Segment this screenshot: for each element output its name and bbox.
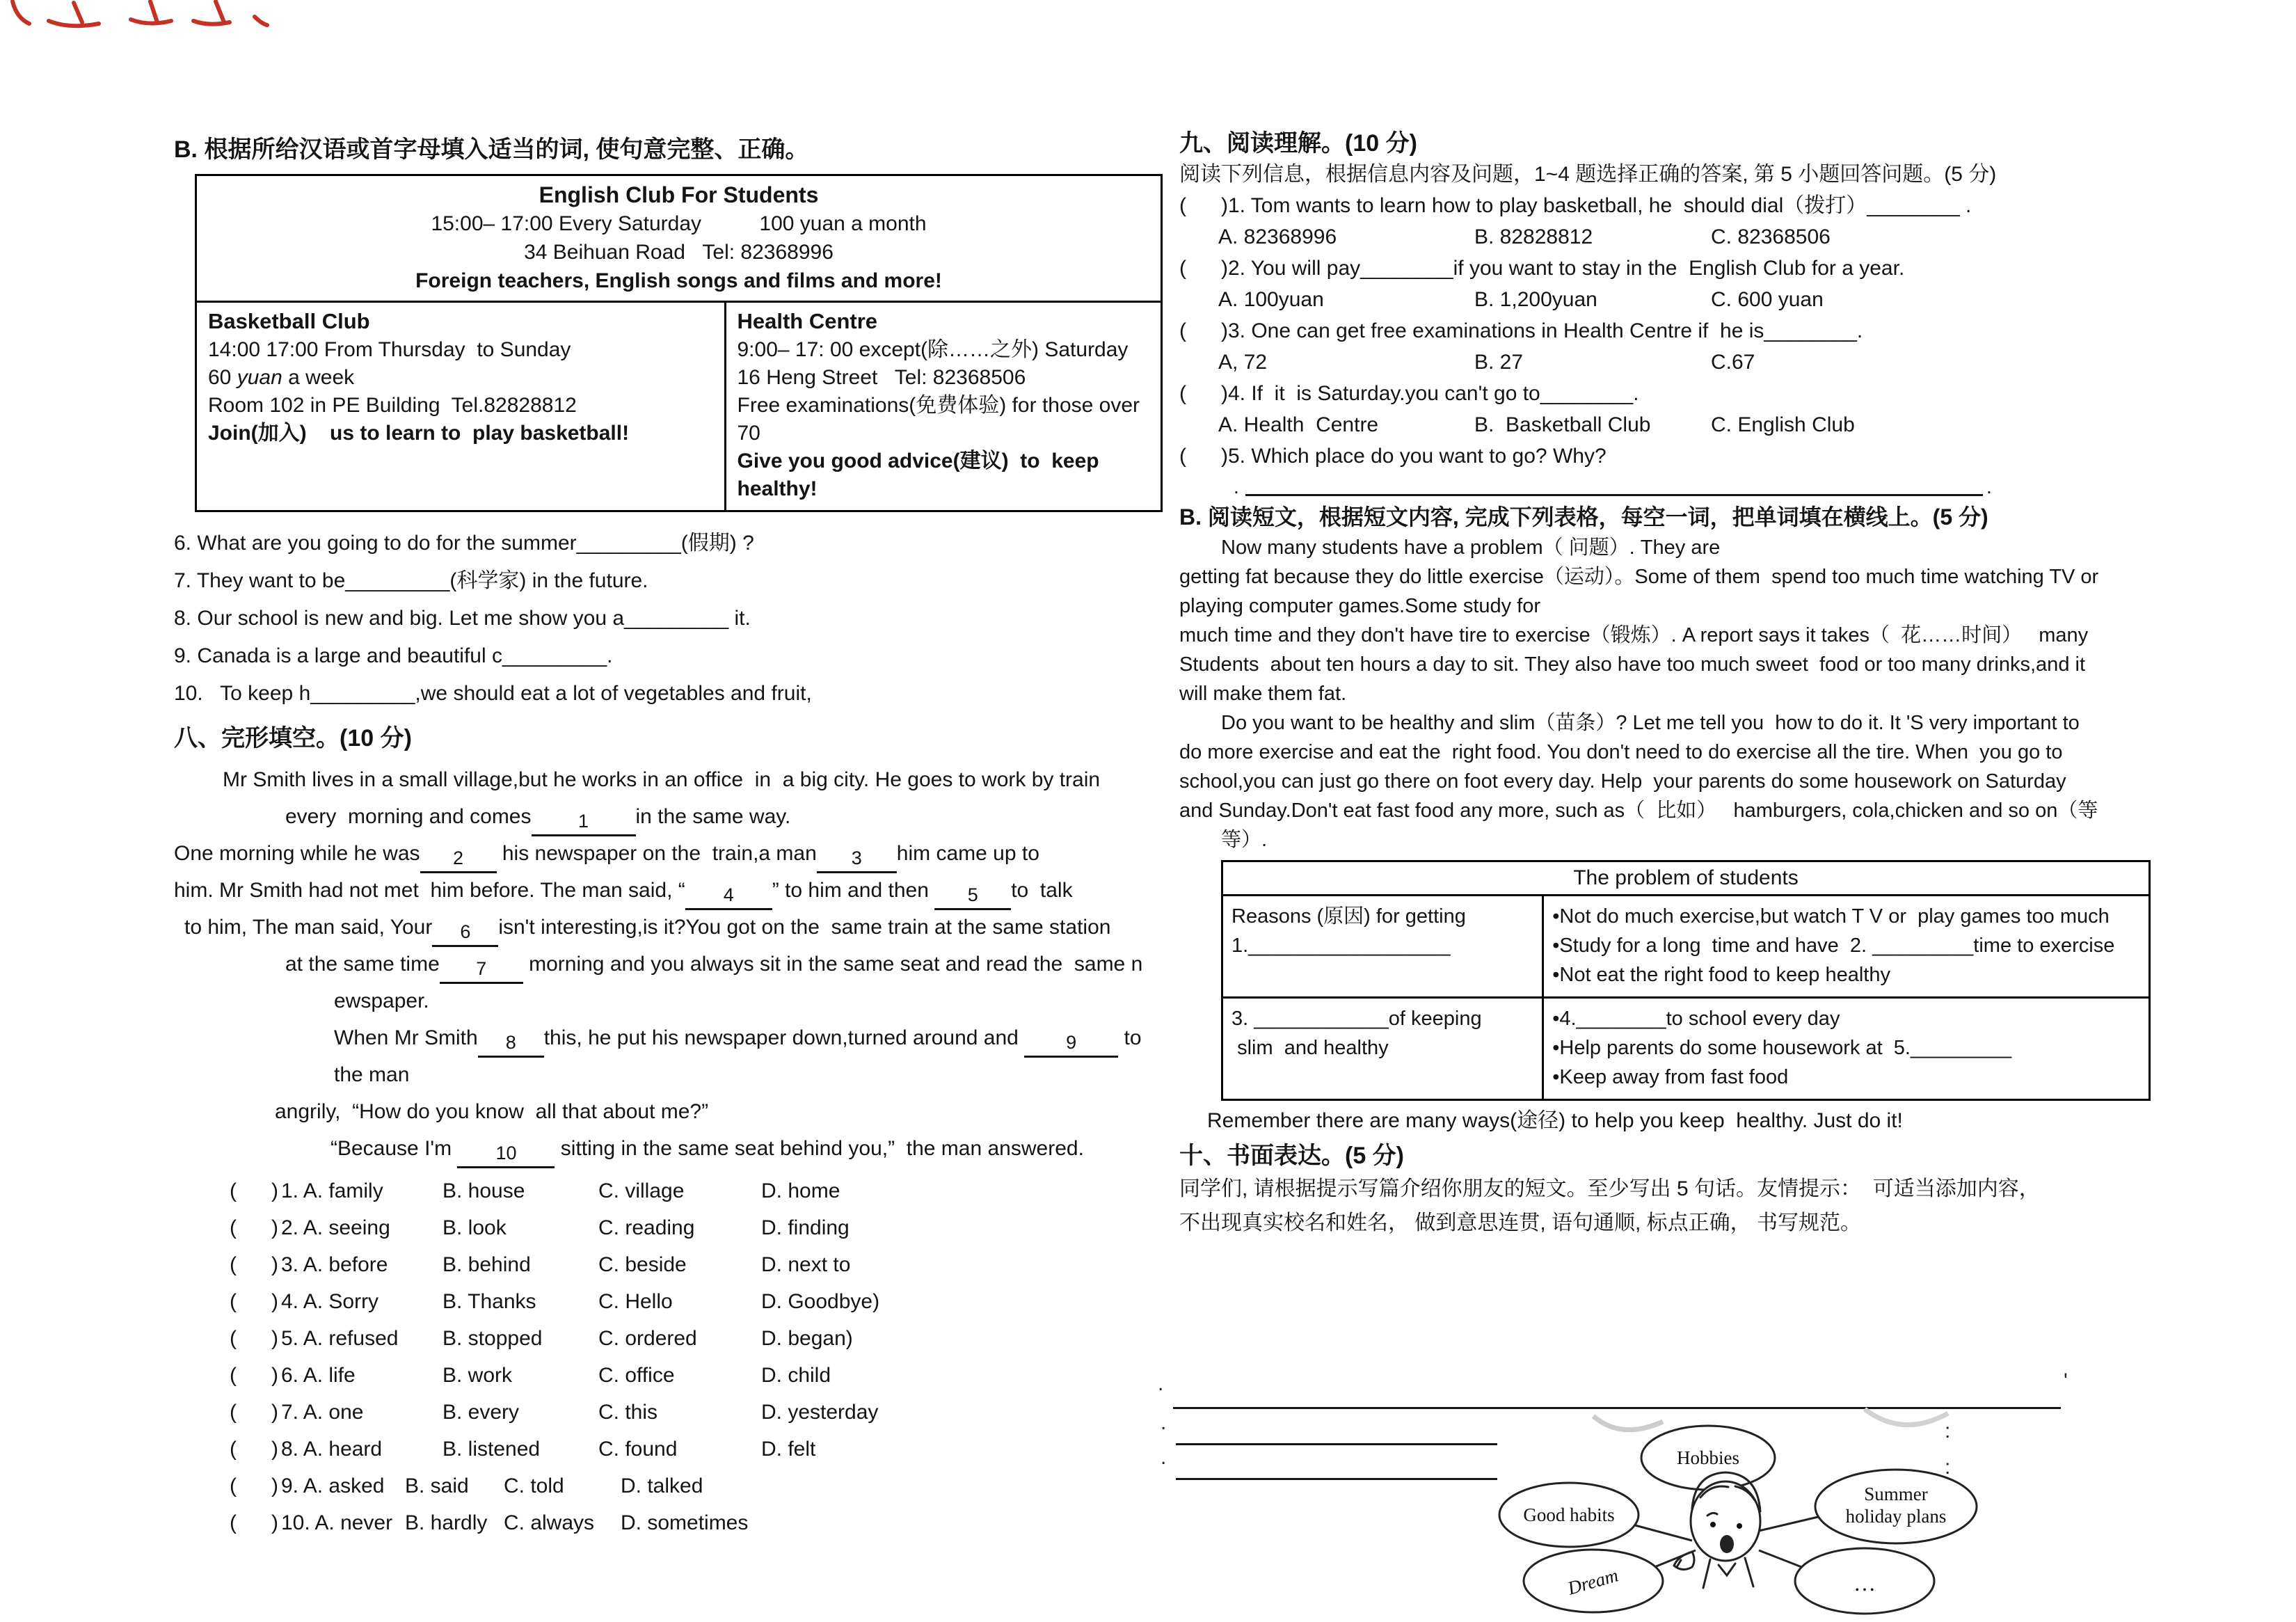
- table-line: slim and healthy: [1231, 1037, 1389, 1059]
- table-line: •Study for a long time and have 2. _________time to exercise: [1552, 935, 2115, 957]
- health-info-line: 16 Heng Street Tel: 82368506: [737, 366, 1026, 389]
- reading-option-b: B. Basketball Club: [1474, 413, 1651, 436]
- table-line: •Not eat the right food to keep healthy: [1552, 964, 1890, 986]
- option-b: B. listened: [443, 1437, 541, 1461]
- health-info-line: Free examinations(免费体验) for those over 70: [737, 394, 1146, 445]
- section-9-heading: 九、阅读理解。(10 分): [1179, 130, 1417, 157]
- option-b: B. work: [443, 1363, 513, 1387]
- scan-ghost: [1865, 1409, 1948, 1425]
- dream-label: Dream: [1565, 1564, 1621, 1599]
- reading-option-a: A. 82368996: [1218, 225, 1337, 248]
- summer-label-1: Summer: [1864, 1484, 1928, 1504]
- basketball-info-line: 14:00 17:00 From Thursday to Sunday: [208, 338, 571, 361]
- option-c: C. Hello: [598, 1289, 673, 1313]
- basketball-club-title: Basketball Club: [208, 309, 370, 333]
- option-row: [230, 1172, 1176, 1209]
- reading-option-a: A. 100yuan: [1218, 288, 1324, 311]
- option-c: C. reading: [598, 1216, 695, 1239]
- reading-option-a: A, 72: [1218, 351, 1268, 374]
- option-d: D. Goodbye): [761, 1289, 880, 1313]
- option-d: D. talked: [621, 1474, 703, 1497]
- table-line: Reasons (原因) for getting: [1231, 905, 1466, 928]
- cloze-text: morning and you always sit in the same seat and read the same n: [523, 953, 1143, 976]
- reading-options: [1218, 284, 2201, 315]
- cloze-text: him. Mr Smith had not met him before. The man said, “: [174, 879, 685, 902]
- option-a: 10. A. never: [281, 1511, 393, 1534]
- passage-line: school,you can just go there on foot every day. Help your parents do some housework on Saturday: [1179, 770, 2066, 793]
- option-c: C. beside: [598, 1253, 687, 1276]
- left-column: [174, 134, 1176, 1541]
- friend-intro-mindmap: [1447, 1385, 2059, 1622]
- cloze-blank: 8: [478, 1032, 544, 1058]
- option-d: D. next to: [761, 1253, 851, 1276]
- answer-bracket: ( ): [230, 1474, 278, 1497]
- section-10-heading: 十、书面表达。(5 分): [1179, 1143, 1404, 1169]
- cloze-blank: 10: [457, 1143, 555, 1168]
- cloze-text: One morning while he was: [174, 842, 420, 865]
- option-c: C. village: [598, 1179, 685, 1202]
- option-row: [230, 1357, 1176, 1394]
- reading-questions: [1179, 190, 2201, 472]
- passage-line: playing computer games.Some study for: [1179, 595, 1541, 617]
- cloze-text: Mr Smith lives in a small village,but he works in an office in a big city. He goes to work by train: [223, 768, 1101, 791]
- ad-slogan-line: Foreign teachers, English songs and films and more!: [415, 269, 942, 292]
- answer-bracket: ( ): [230, 1437, 278, 1461]
- right-column: [1179, 127, 2201, 1240]
- reading-question: [1179, 190, 2201, 253]
- option-a: 7. A. one: [281, 1400, 364, 1424]
- health-info-line: Give you good advice(建议) to keep healthy!: [737, 450, 1105, 500]
- red-pen-marks-icon: [7, 0, 299, 29]
- cloze-line: [174, 798, 1176, 835]
- option-c: C. office: [598, 1363, 675, 1387]
- option-b: B. every: [443, 1400, 520, 1424]
- reading-passage-1: [1179, 533, 2201, 708]
- writing-prompt-line1: 同学们, 请根据提示写篇介绍你朋友的短文。至少写出 5 句话。友情提示： 可适当添加内容，: [1179, 1177, 2040, 1200]
- option-a: 3. A. before: [281, 1253, 388, 1276]
- option-d: D. felt: [761, 1437, 816, 1461]
- more-label: …: [1853, 1571, 1876, 1596]
- answer-bracket: ( ): [230, 1511, 278, 1534]
- cloze-blank: 7: [440, 958, 523, 984]
- problem-table-title: The problem of students: [1223, 862, 2148, 896]
- fill-question: 8. Our school is new and big. Let me show you a_________ it.: [174, 607, 751, 630]
- fill-question: 7. They want to be_________(科学家) in the future.: [174, 569, 648, 592]
- answer-bracket: ( ): [230, 1400, 278, 1424]
- fill-question: 6. What are you going to do for the summer_________(假期) ?: [174, 532, 754, 555]
- option-c: C. always: [504, 1511, 595, 1534]
- health-info-line: 9:00– 17: 00 except(除……之外) Saturday: [737, 338, 1129, 361]
- answer-bracket: ( ): [230, 1216, 278, 1239]
- passage-line: do more exercise and eat the right food. You don't need to do exercise all the tire. When you go to: [1179, 741, 2063, 763]
- cloze-line: [174, 1056, 1176, 1093]
- reading-option-b: B. 1,200yuan: [1474, 288, 1597, 311]
- passage-line: Now many students have a problem（ 问题）. They are: [1221, 536, 1721, 559]
- cloze-text: to: [1118, 1026, 1142, 1049]
- ad-schedule-line: 15:00– 17:00 Every Saturday 100 yuan a month: [431, 212, 927, 235]
- passage-line: much time and they don't have tire to exercise（锻炼）. A report says it takes（ 花……时间） many: [1179, 624, 2089, 646]
- basketball-info-line: Room 102 in PE Building Tel.82828812: [208, 394, 577, 417]
- reading-question: [1179, 253, 2201, 315]
- cloze-text: this, he put his newspaper down,turned around and: [543, 1026, 1025, 1049]
- option-b: B. Thanks: [443, 1289, 536, 1313]
- reading-option-c: C. 600 yuan: [1711, 288, 1824, 311]
- cloze-text: the man: [334, 1063, 410, 1086]
- fill-question: 9. Canada is a large and beautiful c_________.: [174, 644, 613, 667]
- option-row: [230, 1209, 1176, 1246]
- fill-question: 10. To keep h_________,we should eat a lot of vegetables and fruit,: [174, 682, 812, 705]
- section-9-instructions: 阅读下列信息，根据信息内容及问题，1~4 题选择正确的答案, 第 5 小题回答问题。(5 分): [1179, 163, 1997, 186]
- option-d: D. sometimes: [621, 1511, 749, 1534]
- table-line: 3. ____________of keeping: [1231, 1008, 1482, 1030]
- option-b: B. behind: [443, 1253, 531, 1276]
- cloze-blank: 6: [432, 921, 498, 947]
- option-b: B. house: [443, 1179, 525, 1202]
- reading-option-b: B. 27: [1474, 351, 1524, 374]
- option-a: 6. A. life: [281, 1363, 356, 1387]
- scan-ghost: [1593, 1416, 1663, 1430]
- option-row: [230, 1431, 1176, 1468]
- cloze-text: ” to him and then: [772, 879, 935, 902]
- table-line: 1.__________________: [1231, 935, 1451, 957]
- basketball-info-line-em: yuan: [237, 366, 282, 389]
- speck: .: [1234, 476, 1239, 498]
- section-b2-heading: B. 阅读短文，根据短文内容, 完成下列表格，每空一词，把单词填在横线上。(5 分): [1179, 504, 1988, 530]
- reading-stem: ( )3. One can get free examinations in Health Centre if he is________.: [1179, 319, 1863, 342]
- ad-address-line: 34 Beihuan Road Tel: 82368996: [524, 241, 834, 264]
- table-line: •4.________to school every day: [1552, 1008, 1840, 1030]
- cloze-blank: 2: [420, 848, 497, 873]
- remember-line: Remember there are many ways(途径) to help you keep healthy. Just do it!: [1207, 1109, 1903, 1132]
- option-row: [230, 1320, 1176, 1357]
- cloze-line: [174, 835, 1176, 872]
- cloze-blank: 9: [1024, 1032, 1118, 1058]
- option-c: C. found: [598, 1437, 678, 1461]
- table-line: •Keep away from fast food: [1552, 1066, 1789, 1088]
- passage-line: getting fat because they do little exercise（运动）。Some of them spend too much time watching TV or: [1179, 566, 2099, 588]
- cartoon-kid: [1674, 1472, 1760, 1588]
- option-row: [230, 1394, 1176, 1431]
- passage-line: and Sunday.Don't eat fast food any more, such as（ 比如） hamburgers, cola,chicken and so on（等: [1179, 800, 2098, 822]
- reading-stem: ( )1. Tom wants to learn how to play basketball, he should dial（拨打）________ .: [1179, 194, 1972, 217]
- option-d: D. finding: [761, 1216, 850, 1239]
- ways-cell: [1223, 999, 1544, 1099]
- speck: .: [1161, 1411, 1167, 1434]
- reading-option-c: C. English Club: [1711, 413, 1855, 436]
- option-c: C. ordered: [598, 1326, 697, 1350]
- speck: .: [1158, 1372, 1164, 1395]
- cloze-text: ewspaper.: [334, 989, 429, 1012]
- reading-option-c: C. 82368506: [1711, 225, 1831, 248]
- passage-line: Do you want to be healthy and slim（苗条）? Let me tell you how to do it. It 'S very important to: [1221, 712, 2080, 734]
- speck: .: [1161, 1446, 1167, 1469]
- cloze-options: [174, 1172, 1176, 1541]
- cloze-text: to him, The man said, Your: [184, 916, 433, 939]
- cloze-text: him came up to: [896, 842, 1039, 865]
- speck: ': [2064, 1369, 2068, 1392]
- health-centre-cell: [724, 303, 1161, 510]
- option-d: D. began): [761, 1326, 853, 1350]
- reading-options: [1218, 347, 2201, 378]
- section-b-heading: B. 根据所给汉语或首字母填入适当的词, 使句意完整、正确。: [174, 136, 809, 163]
- answer-bracket: ( ): [230, 1253, 278, 1276]
- cloze-line: [174, 909, 1176, 946]
- basketball-info-line: [208, 364, 717, 392]
- cloze-blank: 4: [685, 884, 772, 910]
- reading-stem: ( )5. Which place do you want to go? Why?: [1179, 445, 1607, 468]
- cloze-line: [174, 1093, 1176, 1130]
- option-d: D. yesterday: [761, 1400, 879, 1424]
- answer-bracket: ( ): [230, 1363, 278, 1387]
- option-row: [230, 1246, 1176, 1283]
- cloze-text: in the same way.: [635, 805, 791, 828]
- passage-line: 等）.: [1221, 829, 1268, 851]
- answer-bracket: ( ): [230, 1179, 278, 1202]
- answer-bracket: ( ): [230, 1326, 278, 1350]
- option-b: B. stopped: [443, 1326, 543, 1350]
- table-line: •Not do much exercise,but watch T V or play games too much: [1552, 905, 2110, 928]
- reading-question: [1179, 378, 2201, 440]
- reading-question: [1179, 315, 2201, 378]
- hobbies-label: Hobbies: [1677, 1447, 1739, 1468]
- reading-stem: ( )2. You will pay________if you want to stay in the English Club for a year.: [1179, 257, 1905, 280]
- cloze-line: [174, 983, 1176, 1019]
- cloze-line: [174, 1019, 1176, 1056]
- cloze-blank: 5: [934, 884, 1011, 910]
- cloze-blank: 1: [532, 811, 636, 836]
- passage-line: Students about ten hours a day to sit. They also have too much sweet food or too many drinks,and it: [1179, 653, 2085, 676]
- option-a: 9. A. asked: [281, 1474, 385, 1497]
- reading-stem: ( )4. If it is Saturday.you can't go to________.: [1179, 382, 1639, 405]
- option-a: 5. A. refused: [281, 1326, 399, 1350]
- reading-option-c: C.67: [1711, 351, 1755, 374]
- option-a: 8. A. heard: [281, 1437, 383, 1461]
- reading-option-a: A. Health Centre: [1218, 413, 1379, 436]
- basketball-club-cell: [197, 303, 724, 510]
- speck: :: [1945, 1456, 1951, 1479]
- option-d: D. child: [761, 1363, 831, 1387]
- cloze-passage: [174, 761, 1176, 1167]
- cloze-text: isn't interesting,is it?You got on the same train at the same station: [498, 916, 1111, 939]
- cloze-blank: 3: [817, 848, 897, 873]
- cloze-line: [174, 946, 1176, 983]
- table-line: •Help parents do some housework at 5._________: [1552, 1037, 2012, 1059]
- option-b: B. look: [443, 1216, 507, 1239]
- option-b: B. hardly: [405, 1511, 488, 1534]
- basketball-info-line-pre: 60: [208, 366, 237, 389]
- cloze-text: at the same time: [285, 953, 440, 976]
- club-ad-header: [197, 176, 1161, 303]
- summer-label-2: holiday plans: [1845, 1506, 1947, 1527]
- option-a: 1. A. family: [281, 1179, 383, 1202]
- option-c: C. this: [598, 1400, 658, 1424]
- option-a: 4. A. Sorry: [281, 1289, 379, 1313]
- option-row: [230, 1283, 1176, 1320]
- cloze-line: [174, 761, 1176, 798]
- good-habits-label: Good habits: [1523, 1504, 1615, 1525]
- reading-options: [1218, 409, 2201, 440]
- cloze-line: [174, 1130, 1176, 1167]
- speck: .: [1986, 476, 1992, 498]
- section-8-heading: 八、完形填空。(10 分): [174, 725, 412, 752]
- cloze-line: [174, 872, 1176, 909]
- cloze-text: “Because I'm: [330, 1137, 458, 1160]
- option-c: C. told: [504, 1474, 564, 1497]
- fill-in-questions: [174, 525, 1176, 713]
- basketball-info-line-post: a week: [282, 366, 355, 389]
- reading-option-b: B. 82828812: [1474, 225, 1593, 248]
- answer-bracket: ( ): [230, 1289, 278, 1313]
- cloze-text: every morning and comes: [285, 805, 532, 828]
- option-a: 2. A. seeing: [281, 1216, 390, 1239]
- reading-question: [1179, 440, 2201, 472]
- option-row: [230, 1504, 1176, 1541]
- health-centre-title: Health Centre: [737, 309, 878, 333]
- writing-prompt-line2: 不出现真实校名和姓名， 做到意思连贯, 语句通顺, 标点正确， 书写规范。: [1179, 1211, 1862, 1234]
- cloze-text: When Mr Smith: [334, 1026, 478, 1049]
- q5-answer-area: [1179, 472, 2201, 501]
- cloze-text: sitting in the same seat behind you,” the man answered.: [555, 1137, 1084, 1160]
- ways-details-cell: [1544, 999, 2148, 1099]
- problem-table: [1221, 860, 2151, 1101]
- reasons-details-cell: [1544, 896, 2148, 996]
- cloze-text: his newspaper on the train,a man: [496, 842, 817, 865]
- option-d: D. home: [761, 1179, 840, 1202]
- reading-options: [1218, 221, 2201, 253]
- ad-title: English Club For Students: [539, 182, 819, 207]
- reading-passage-2: [1179, 708, 2201, 854]
- q5-answer-line: [1245, 472, 1983, 496]
- speck: :: [1945, 1420, 1951, 1442]
- cloze-text: to talk: [1011, 879, 1073, 902]
- basketball-info-line: Join(加入) us to learn to play basketball!: [208, 422, 630, 445]
- passage-line: will make them fat.: [1179, 683, 1347, 705]
- club-ad-table: [195, 174, 1163, 512]
- cloze-text: angrily, “How do you know all that about me?”: [275, 1100, 709, 1123]
- option-b: B. said: [405, 1474, 469, 1497]
- option-row: [230, 1468, 1176, 1504]
- reasons-cell: [1223, 896, 1544, 996]
